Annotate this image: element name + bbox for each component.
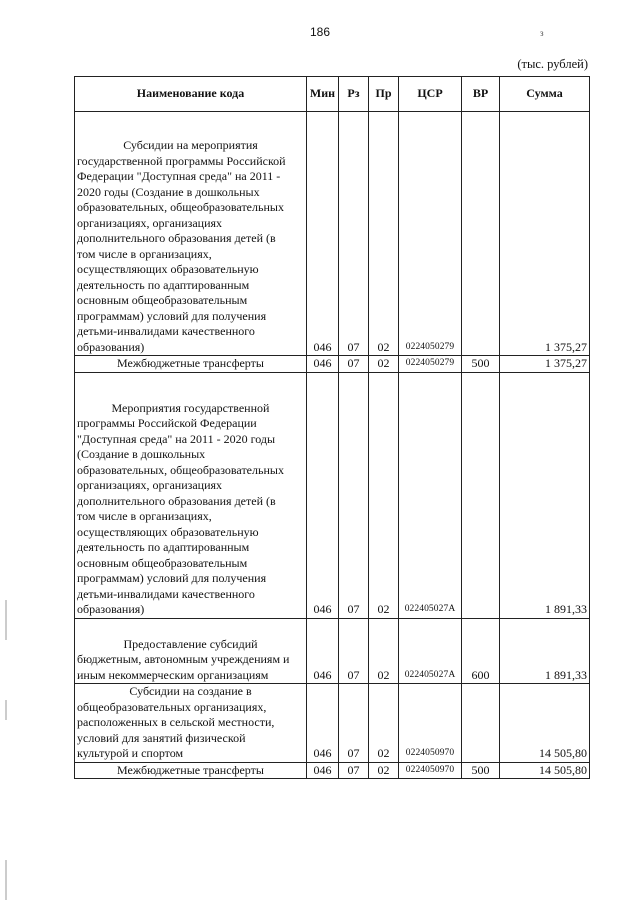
name-line: образовательных, общеобразовательных	[77, 200, 284, 214]
name-line: государственной программы Российской	[77, 153, 286, 168]
name-line: иным некоммерческим организациям	[77, 667, 269, 682]
cell-vr	[462, 372, 500, 618]
name-line: дополнительного образования детей (в	[77, 493, 276, 508]
cell-rz: 07	[339, 618, 369, 684]
cell-sum: 1 375,27	[500, 112, 590, 356]
name-line: деятельность по адаптированным	[77, 540, 250, 554]
cell-rz: 07	[339, 356, 369, 373]
name-line: образовательных, общеобразовательных	[77, 462, 284, 477]
header-csr: ЦСР	[399, 77, 462, 112]
header-min: Мин	[307, 77, 339, 112]
cell-name	[75, 618, 307, 684]
table-row	[75, 618, 590, 684]
corner-mark: з	[540, 28, 544, 38]
name-line: бюджетным, автономным учреждениям и	[77, 652, 290, 666]
name-line: расположенных в сельской местности,	[77, 715, 275, 729]
name-line: организациях, организациях	[77, 478, 223, 492]
header-rz: Рз	[339, 77, 369, 112]
name-line: осуществляющих образовательную	[77, 262, 259, 276]
cell-name	[75, 372, 307, 618]
name-line: основным общеобразовательным	[77, 293, 248, 307]
cell-csr: 0224050279	[399, 356, 462, 373]
name-line: детьми-инвалидами качественного	[77, 586, 255, 601]
header-pr: Пр	[369, 77, 399, 112]
name-line: программам) условий для получения	[77, 571, 267, 585]
cell-sum: 14 505,80	[500, 684, 590, 763]
name-line: Субсидии на мероприятия	[123, 138, 258, 152]
name-line: том числе в организациях,	[77, 246, 212, 261]
name-line: 2020 годы (Создание в дошкольных	[77, 184, 260, 199]
cell-csr: 022405027A	[399, 372, 462, 618]
header-vr: ВР	[462, 77, 500, 112]
name-line: программам) условий для получения	[77, 308, 267, 323]
name-line: "Доступная среда" на 2011 - 2020 годы	[77, 431, 276, 446]
cell-min: 046	[307, 762, 339, 779]
cell-pr: 02	[369, 112, 399, 356]
cell-name	[75, 112, 307, 356]
cell-min: 046	[307, 618, 339, 684]
name-line: образования)	[77, 339, 145, 354]
cell-vr	[462, 112, 500, 356]
table-row	[75, 684, 590, 763]
cell-rz: 07	[339, 762, 369, 779]
cell-pr: 02	[369, 618, 399, 684]
cell-name	[75, 762, 307, 779]
name-line: Предоставление субсидий	[123, 636, 258, 651]
cell-pr: 02	[369, 684, 399, 763]
name-line: осуществляющих образовательную	[77, 524, 259, 539]
name-line: Субсидии на создание в	[129, 684, 252, 698]
cell-vr: 600	[462, 618, 500, 684]
name-line: программы Российской Федерации	[77, 416, 257, 430]
name-line: дополнительного образования детей (в	[77, 231, 276, 245]
name-line: условий для занятий физической	[77, 730, 246, 745]
cell-min: 046	[307, 684, 339, 763]
table-row	[75, 356, 590, 373]
units-label: (тыс. рублей)	[517, 57, 588, 71]
name-line: деятельность по адаптированным	[77, 277, 250, 292]
name-line: (Создание в дошкольных	[77, 447, 206, 461]
cell-min: 046	[307, 356, 339, 373]
table-header-row	[75, 77, 590, 112]
name-line: культурой и спортом	[77, 746, 184, 760]
name-line: организациях, организациях	[77, 215, 223, 230]
cell-min: 046	[307, 372, 339, 618]
cell-sum: 1 891,33	[500, 372, 590, 618]
table-row	[75, 762, 590, 779]
cell-sum: 1 891,33	[500, 618, 590, 684]
cell-pr: 02	[369, 372, 399, 618]
cell-sum: 14 505,80	[500, 762, 590, 779]
header-name: Наименование кода	[75, 77, 307, 112]
cell-name	[75, 684, 307, 763]
cell-csr: 0224050279	[399, 112, 462, 356]
cell-vr: 500	[462, 356, 500, 373]
header-sum: Сумма	[500, 77, 590, 112]
cell-csr: 022405027A	[399, 618, 462, 684]
name-line: общеобразовательных организациях,	[77, 699, 267, 714]
cell-vr: 500	[462, 762, 500, 779]
cell-rz: 07	[339, 684, 369, 763]
cell-name	[75, 356, 307, 373]
cell-pr: 02	[369, 356, 399, 373]
name-line: образования)	[77, 602, 145, 616]
cell-rz: 07	[339, 112, 369, 356]
name-line: Межбюджетные трансферты	[117, 356, 264, 370]
name-line: Федерации "Доступная среда" на 2011 -	[77, 169, 281, 183]
name-line: том числе в организациях,	[77, 509, 212, 523]
page-number: 186	[309, 25, 331, 39]
budget-table	[74, 76, 590, 779]
table-row	[75, 112, 590, 356]
cell-vr	[462, 684, 500, 763]
cell-csr: 0224050970	[399, 684, 462, 763]
cell-min: 046	[307, 112, 339, 356]
name-line: детьми-инвалидами качественного	[77, 324, 255, 338]
name-line: основным общеобразовательным	[77, 555, 248, 570]
name-line: Мероприятия государственной	[111, 400, 270, 415]
cell-sum: 1 375,27	[500, 356, 590, 373]
table-body	[75, 112, 590, 779]
cell-pr: 02	[369, 762, 399, 779]
cell-rz: 07	[339, 372, 369, 618]
name-line: Межбюджетные трансферты	[117, 762, 264, 777]
cell-csr: 0224050970	[399, 762, 462, 779]
table-row	[75, 372, 590, 618]
